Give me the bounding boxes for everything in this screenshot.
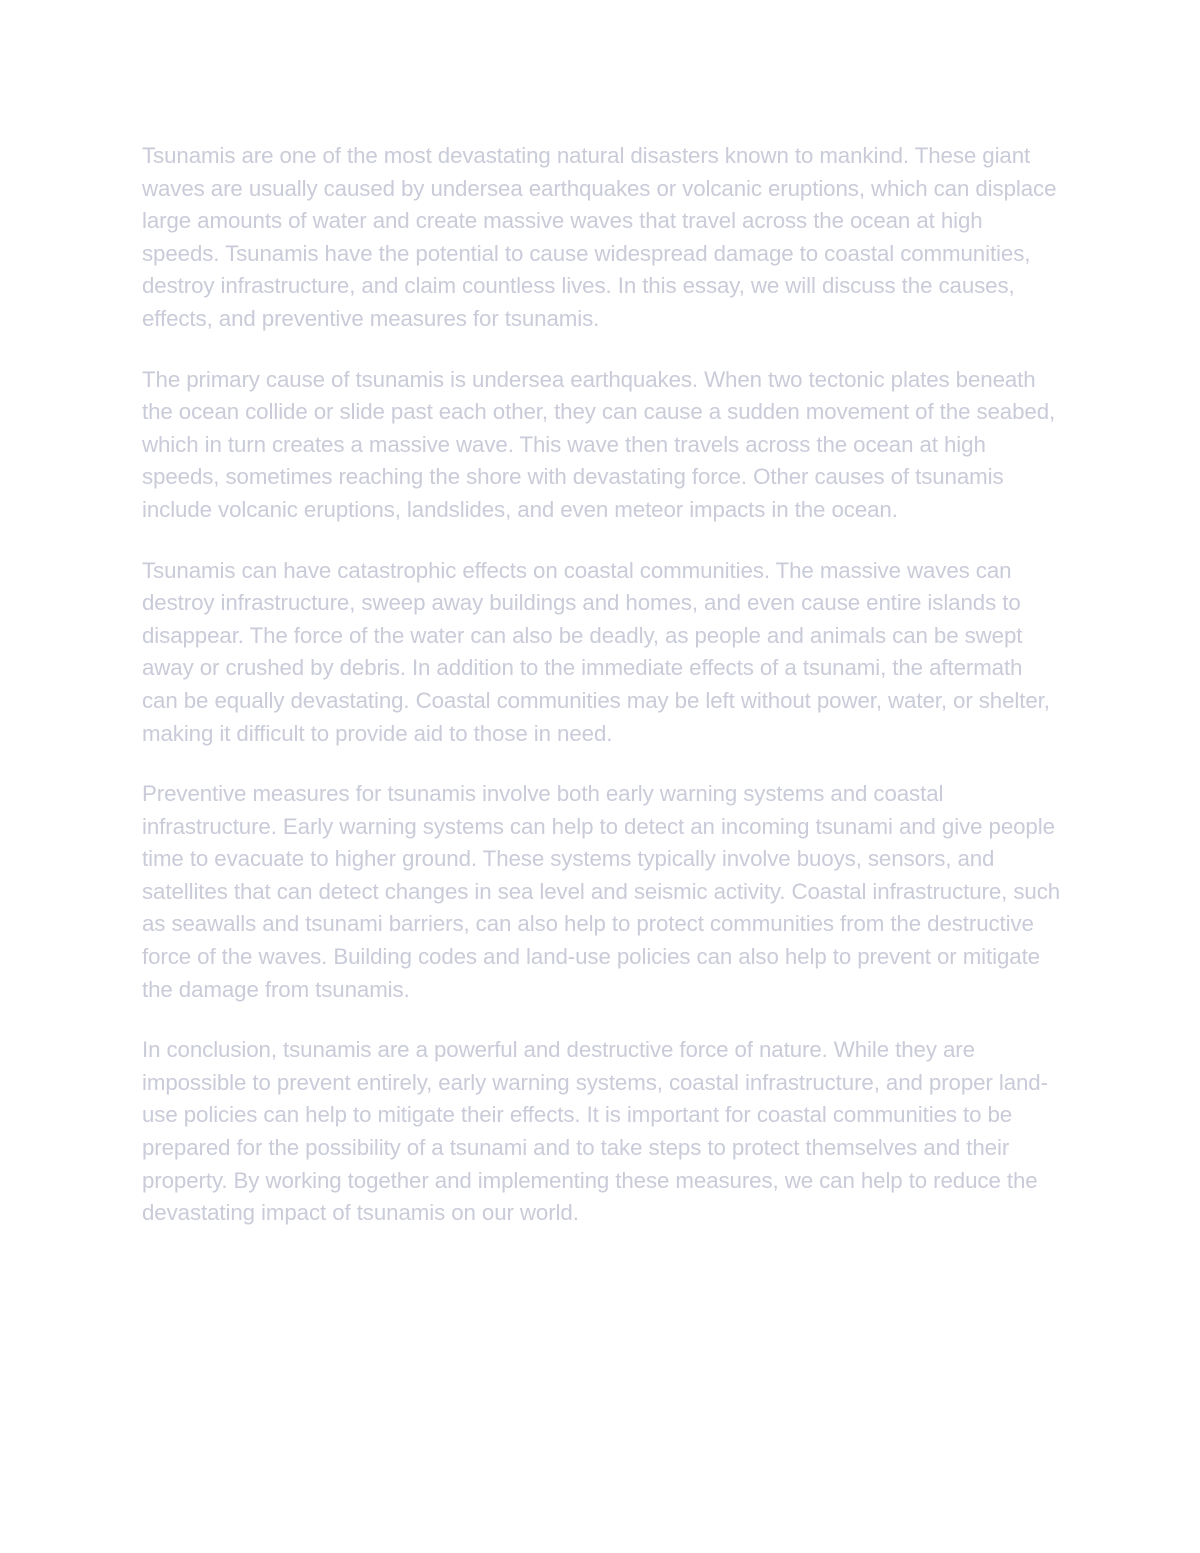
essay-body [142, 140, 1062, 1258]
paragraph-causes: The primary cause of tsunamis is undersea earthquakes. When two tectonic plates beneath the ocean collide or slide past each other, they can cause a sudden movement of the seabed, which in turn creates a massive wave. This wave then travels across the ocean at high speeds, sometimes reaching the shore with devastating force. Other causes of tsunamis include volcanic eruptions, landslides, and even meteor impacts in the ocean. [142, 366, 1056, 522]
paragraph-effects: Tsunamis can have catastrophic effects on coastal communities. The massive waves can destroy infrastructure, sweep away buildings and homes, and even cause entire islands to disappear. The force of the water can also be deadly, as people and animals can be swept away or crushed by debris. In addition to the immediate effects of a tsunami, the aftermath can be equally devastating. Coastal communities may be left without power, water, or shelter, making it difficult to provide aid to those in need. [142, 557, 1050, 746]
paragraph-introduction: Tsunamis are one of the most devastating natural disasters known to mankind. These giant waves are usually caused by undersea earthquakes or volcanic eruptions, which can displace large amounts of water and create massive waves that travel across the ocean at high speeds. Tsunamis have the potential to cause widespread damage to coastal communities, destroy infrastructure, and claim countless lives. In this essay, we will discuss the causes, effects, and preventive measures for tsunamis. [142, 143, 1057, 331]
paragraph-conclusion: In conclusion, tsunamis are a powerful and destructive force of nature. While they are impossible to prevent entirely, early warning systems, coastal infrastructure, and proper land-use policies can help to mitigate their effects. It is important for coastal communities to be prepared for the possibility of a tsunami and to take steps to protect themselves and their property. By working together and implementing these measures, we can help to reduce the devastating impact of tsunamis on our world. [142, 1037, 1048, 1226]
paragraph-preventive-measures: Preventive measures for tsunamis involve both early warning systems and coastal infrastructure. Early warning systems can help to detect an incoming tsunami and give people time to evacuate to higher ground. These systems typically involve buoys, sensors, and satellites that can detect changes in sea level and seismic activity. Coastal infrastructure, such as seawalls and tsunami barriers, can also help to protect communities from the destructive force of the waves. Building codes and land-use policies can also help to prevent or mitigate the damage from tsunamis. [142, 781, 1061, 1002]
